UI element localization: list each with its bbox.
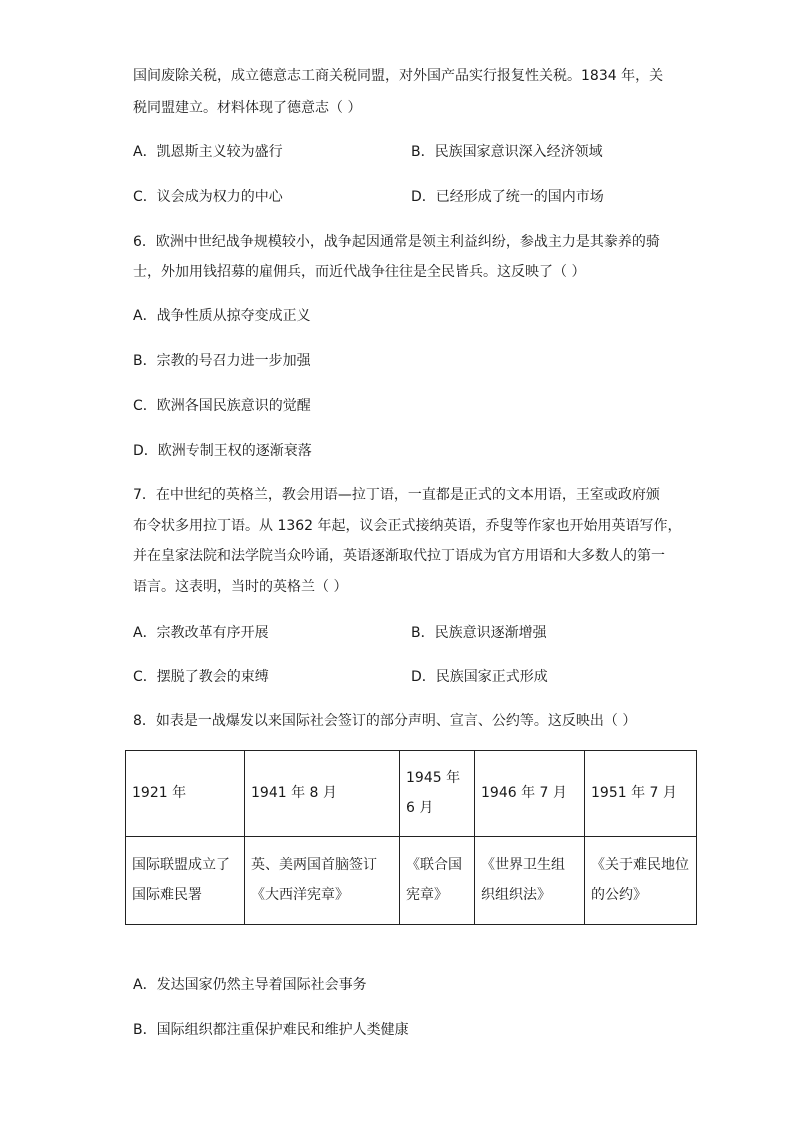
q5-option-b[interactable]: B．民族国家意识深入经济领域 [411,144,603,160]
table-cell-date: 1945 年 6 月 [400,751,475,837]
table-header-row [126,751,697,837]
q5-option-d[interactable]: D．已经形成了统一的国内市场 [411,189,604,205]
q6-option-c[interactable]: C．欧洲各国民族意识的觉醒 [133,398,311,414]
table-cell-date: 1941 年 8 月 [245,751,400,837]
table-cell-event: 国际联盟成立了国际难民署 [126,836,245,924]
q6-stem-line-2: 士，外加用钱招募的雇佣兵，而近代战争往往是全民皆兵。这反映了（ ） [133,264,586,280]
q7-option-c[interactable]: C．摆脱了教会的束缚 [133,669,269,685]
q6-option-d[interactable]: D．欧洲专制王权的逐渐衰落 [133,443,312,459]
table-cell-date: 1921 年 [126,751,245,837]
q6-stem-line-1: 6．欧洲中世纪战争规模较小，战争起因通常是领主利益纠纷，参战主力是其豢养的骑 [133,234,660,250]
q8-option-b[interactable]: B．国际组织都注重保护难民和维护人类健康 [133,1022,409,1038]
table-cell-date: 1946 年 7 月 [475,751,585,837]
table-cell-date: 1951 年 7 月 [585,751,697,837]
q7-stem-line-2: 布令状多用拉丁语。从 1362 年起，议会正式接纳英语，乔叟等作家也开始用英语写作， [133,518,682,534]
q5-option-a[interactable]: A．凯恩斯主义较为盛行 [133,144,283,160]
q7-option-b[interactable]: B．民族意识逐渐增强 [411,625,547,641]
q7-stem-line-1: 7．在中世纪的英格兰，教会用语—拉丁语，一直都是正式的文本用语，王室或政府颁 [133,487,660,503]
table-cell-event: 《联合国宪章》 [400,836,475,924]
events-table [125,750,697,925]
q5-stem-line-1: 国间废除关税，成立德意志工商关税同盟，对外国产品实行报复性关税。1834 年，关 [133,68,664,84]
q6-option-b[interactable]: B．宗教的号召力进一步加强 [133,353,311,369]
q6-option-a[interactable]: A．战争性质从掠夺变成正义 [133,308,311,324]
q7-option-a[interactable]: A．宗教改革有序开展 [133,625,269,641]
table-cell-event: 《关于难民地位的公约》 [585,836,697,924]
table-cell-event: 《世界卫生组织组织法》 [475,836,585,924]
q5-stem-line-2: 税同盟建立。材料体现了德意志（ ） [133,100,362,116]
q5-option-c[interactable]: C．议会成为权力的中心 [133,189,283,205]
q7-stem-line-4: 语言。这表明，当时的英格兰（ ） [133,579,348,595]
q7-stem-line-3: 并在皇家法院和法学院当众吟诵，英语逐渐取代拉丁语成为官方用语和大多数人的第一 [133,548,665,564]
q8-stem: 8．如表是一战爆发以来国际社会签订的部分声明、宣言、公约等。这反映出（ ） [133,713,637,729]
q8-option-a[interactable]: A．发达国家仍然主导着国际社会事务 [133,977,367,993]
table-cell-event: 英、美两国首脑签订《大西洋宪章》 [245,836,400,924]
table-event-row [126,836,697,924]
q7-option-d[interactable]: D．民族国家正式形成 [411,669,548,685]
